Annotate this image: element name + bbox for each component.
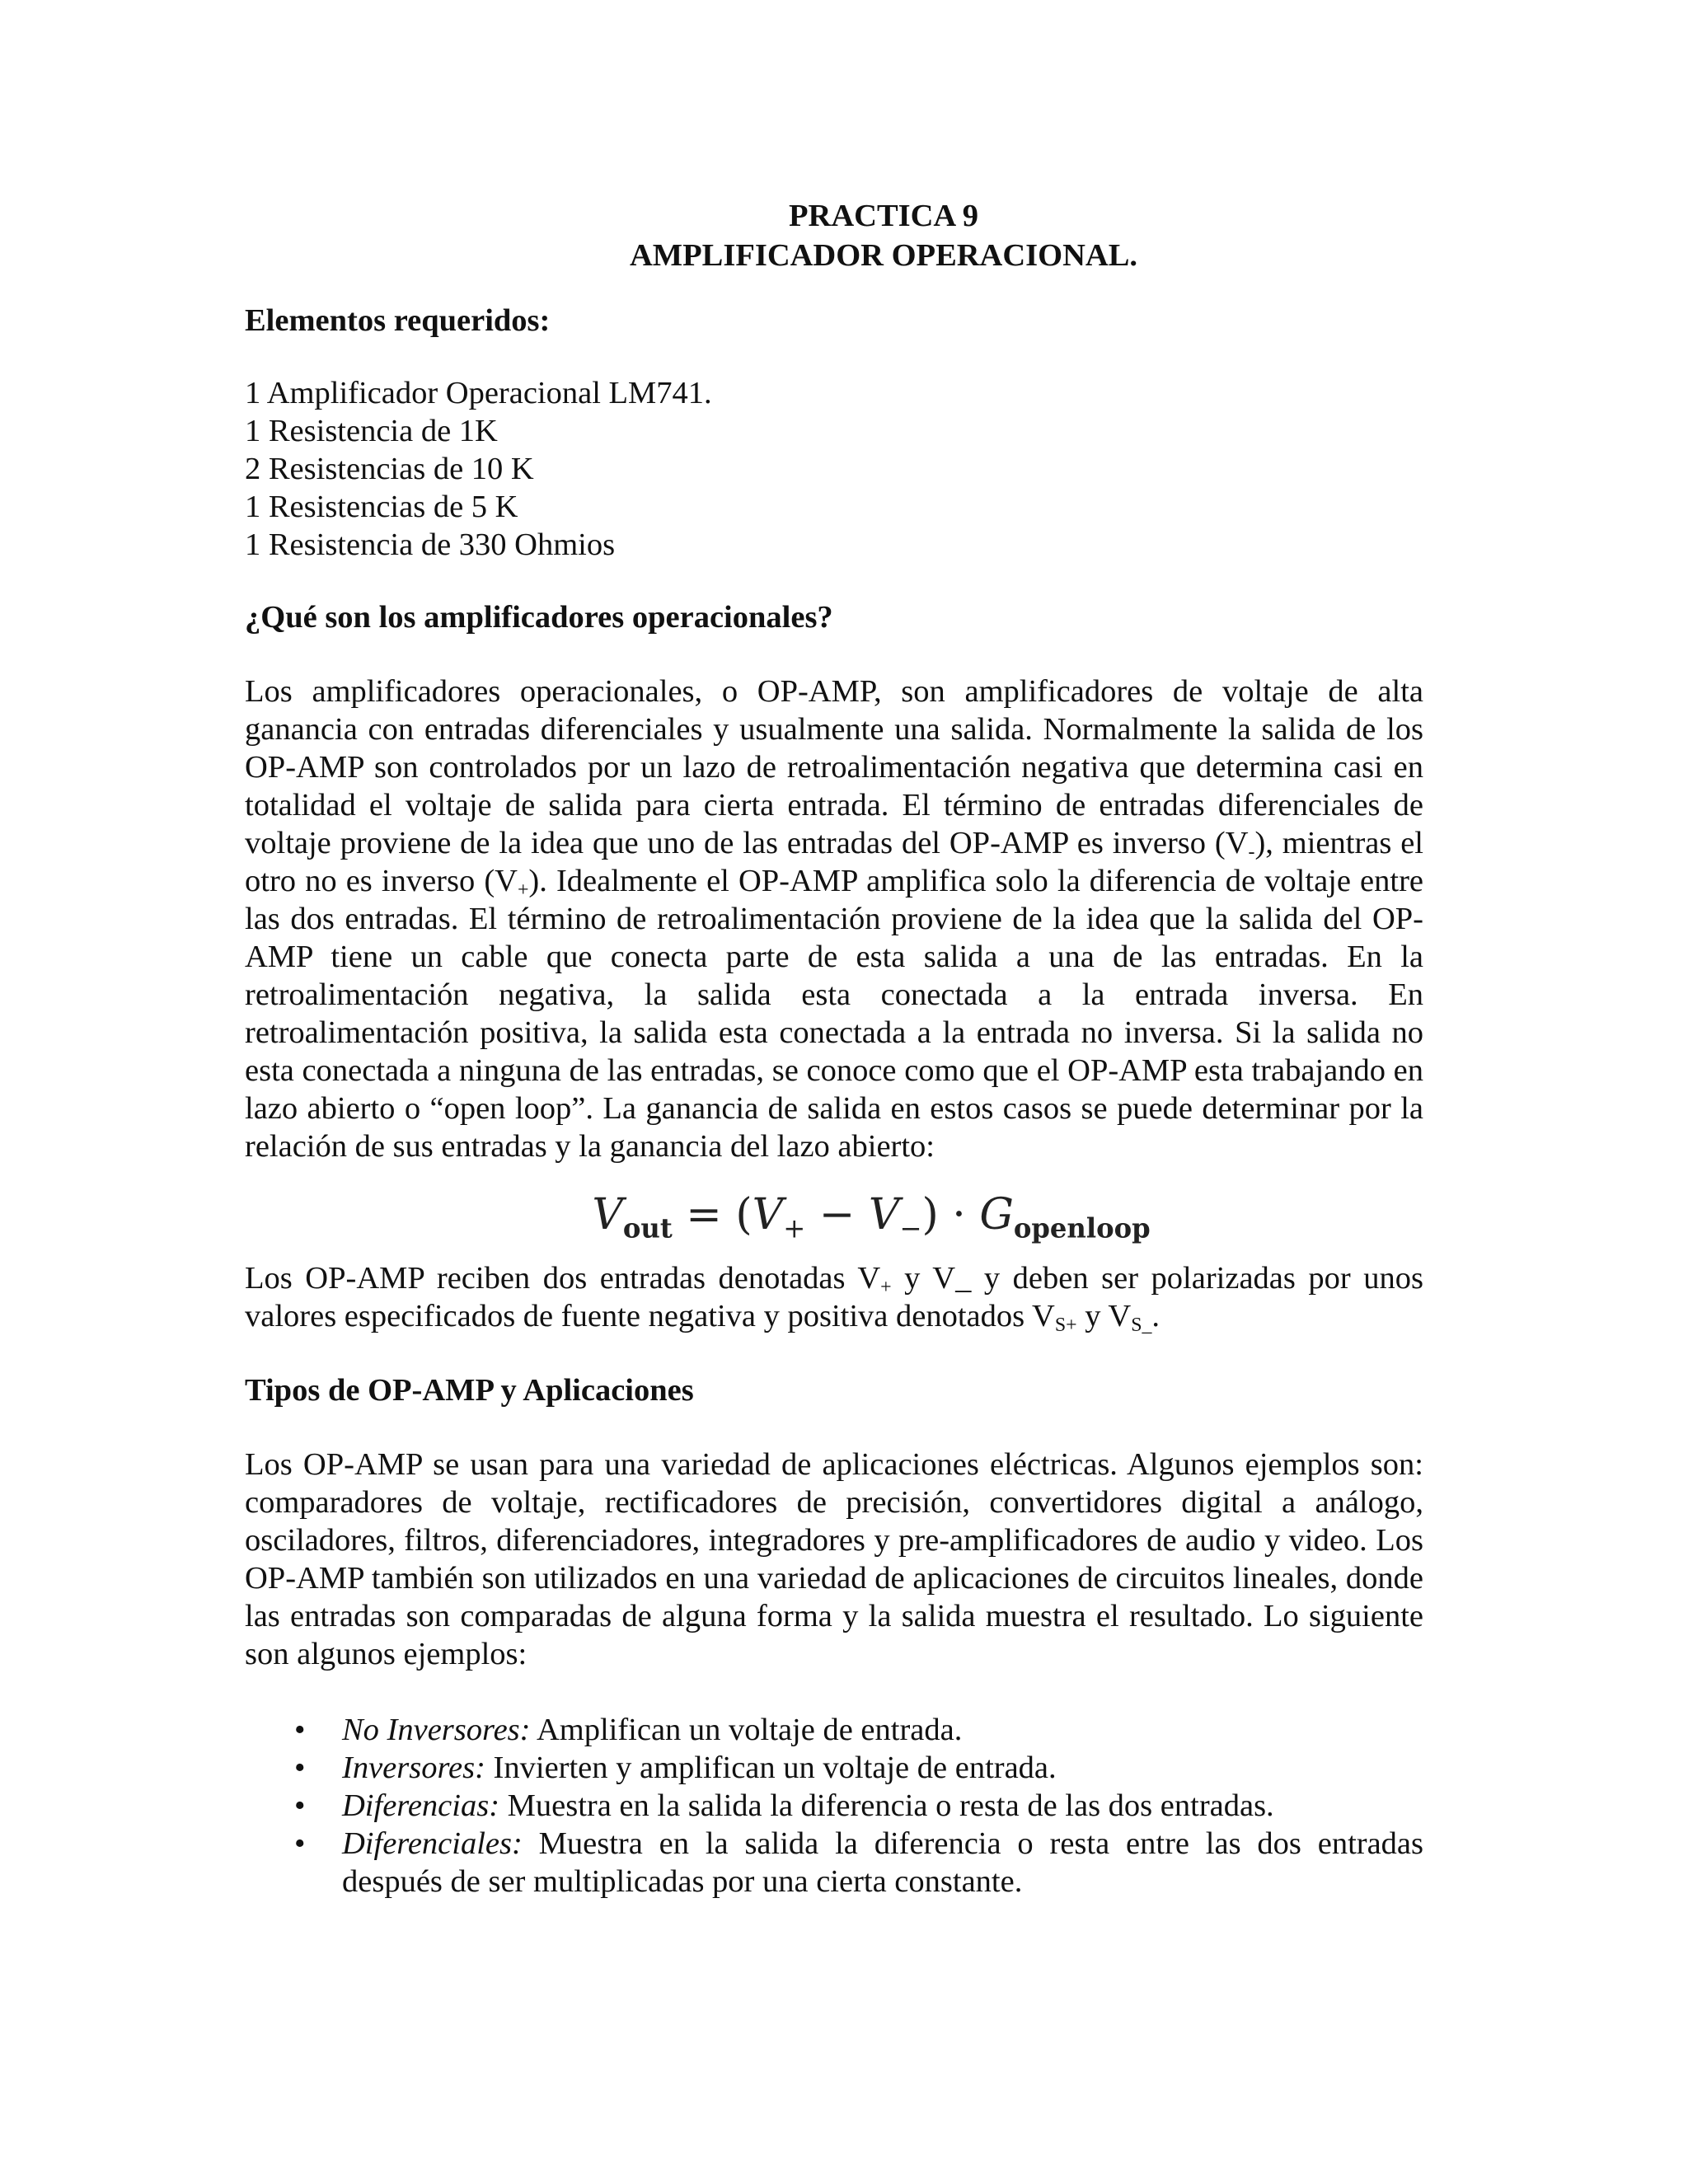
p2-text-a: Los OP-AMP reciben dos entradas denotadas V [245,1261,881,1296]
list-item-term: Diferenciales: [342,1826,523,1861]
list-item-desc: Amplifican un voltaje de entrada. [530,1713,963,1747]
p2-text-c: y V [1076,1299,1132,1333]
formula-g-symbol: G [979,1190,1014,1240]
formula-eq: = ( [672,1190,753,1240]
formula-vout-symbol: V [592,1190,623,1240]
formula-vplus-symbol: V [752,1190,784,1240]
elemento-item: 2 Resistencias de 10 K [245,452,534,486]
document-title [344,196,1423,275]
list-item [245,1749,1423,1787]
p2-text-b: y V_ y deben ser polarizadas por unos valores especificados de fuente negativa y positiva denotados V [245,1261,1424,1333]
list-item-term: Inversores: [342,1750,485,1785]
elemento-item: 1 Resistencia de 1K [245,414,498,448]
bullet-icon: • [294,1750,306,1785]
list-item-desc: Muestra en la salida la diferencia o resta de las dos entradas. [499,1788,1274,1823]
bullet-icon: • [294,1826,306,1861]
elemento-item: 1 Amplificador Operacional LM741. [245,376,712,410]
formula-vout-sub: out [622,1212,673,1244]
heading-tipos: Tipos de OP-AMP y Aplicaciones [245,1373,694,1408]
tipos-list [245,1711,1423,1900]
list-item [245,1711,1423,1749]
heading-elementos: Elementos requeridos: [245,303,551,338]
list-item-desc: Invierten y amplifican un voltaje de entrada. [485,1750,1057,1785]
formula-close: ) · [921,1190,980,1240]
list-item [245,1825,1423,1900]
p1-text-a: Los amplificadores operacionales, o OP-AMP, son amplificadores de voltaje de alta ganancia con entradas diferenciales y usualmente una salida. Normalmente la salida de los OP-AMP son controlados por un lazo de retroalimentación negativa que determina casi en totalidad el voltaje de salida para cierta entrada. El término de entradas diferenciales de voltaje proviene de la idea que uno de las entradas del OP-AMP es inverso (V [245,674,1423,860]
elemento-item: 1 Resistencia de 330 Ohmios [245,527,616,562]
bullet-icon: • [294,1788,306,1823]
paragraph-que-son [245,673,1423,1165]
elementos-list [245,374,1423,564]
p1-text-b: ), mientras el otro no es inverso (V [245,826,1423,898]
document-content [245,196,1423,1900]
heading-que-son: ¿Qué son los amplificadores operacionales? [245,600,833,635]
list-item-desc: Muestra en la salida la diferencia o resta entre las dos entradas después de ser multiplicadas por una cierta constante. [342,1826,1423,1899]
elemento-item: 1 Resistencias de 5 K [245,490,518,524]
formula-vplus-sub: + [783,1212,806,1244]
p1-sub-plus: + [517,879,529,901]
formula-vout [245,1175,1423,1254]
paragraph-entradas [245,1259,1423,1335]
list-item-term: Diferencias: [342,1788,500,1823]
formula-minus: − [805,1190,869,1240]
formula-vminus-sub: − [899,1212,922,1244]
p1-text-c: ). Idealmente el OP-AMP amplifica solo la diferencia de voltaje entre las dos entradas. El término de retroalimentación proviene de la idea que la salida del OP-AMP tiene un cable que conecta parte de esta salida a una de las entradas. En la retroalimentación negativa, la salida esta conectada a la entrada inversa. En retroalimentación positiva, la salida esta conectada a la entrada no inversa. Si la salida no esta conectada a ninguna de las entradas, se conoce como que el OP-AMP esta trabajando en lazo abierto o “open loop”. La ganancia de salida en estos casos se puede determinar por la relación de sus entradas y la ganancia del lazo abierto: [245,864,1423,1164]
title-line-2: AMPLIFICADOR OPERACIONAL. [630,238,1137,273]
formula-g-sub: openloop [1013,1212,1151,1244]
p2-text-d: . [1151,1299,1160,1333]
p1-sub-minus: - [1248,841,1255,863]
list-item [245,1787,1423,1825]
paragraph-tipos: Los OP-AMP se usan para una variedad de aplicaciones eléctricas. Algunos ejemplos son: comparadores de voltaje, rectificadores de precisión, convertidores digital a análogo, osciladores, filtros, diferenciadores, integradores y pre-amplificadores de audio y video. Los OP-AMP también son utilizados en una variedad de aplicaciones de circuitos lineales, donde las entradas son comparadas de alguna forma y la salida muestra el resultado. Lo siguiente son algunos ejemplos: [245,1447,1423,1671]
formula-vminus-symbol: V [868,1190,900,1240]
p2-sub-plus: + [880,1276,892,1298]
list-item-term: No Inversores: [342,1713,531,1747]
title-line-1: PRACTICA 9 [789,199,978,233]
bullet-icon: • [294,1713,306,1747]
p2-sub-sminus: S_ [1131,1314,1152,1336]
p2-sub-splus: S+ [1054,1314,1077,1336]
